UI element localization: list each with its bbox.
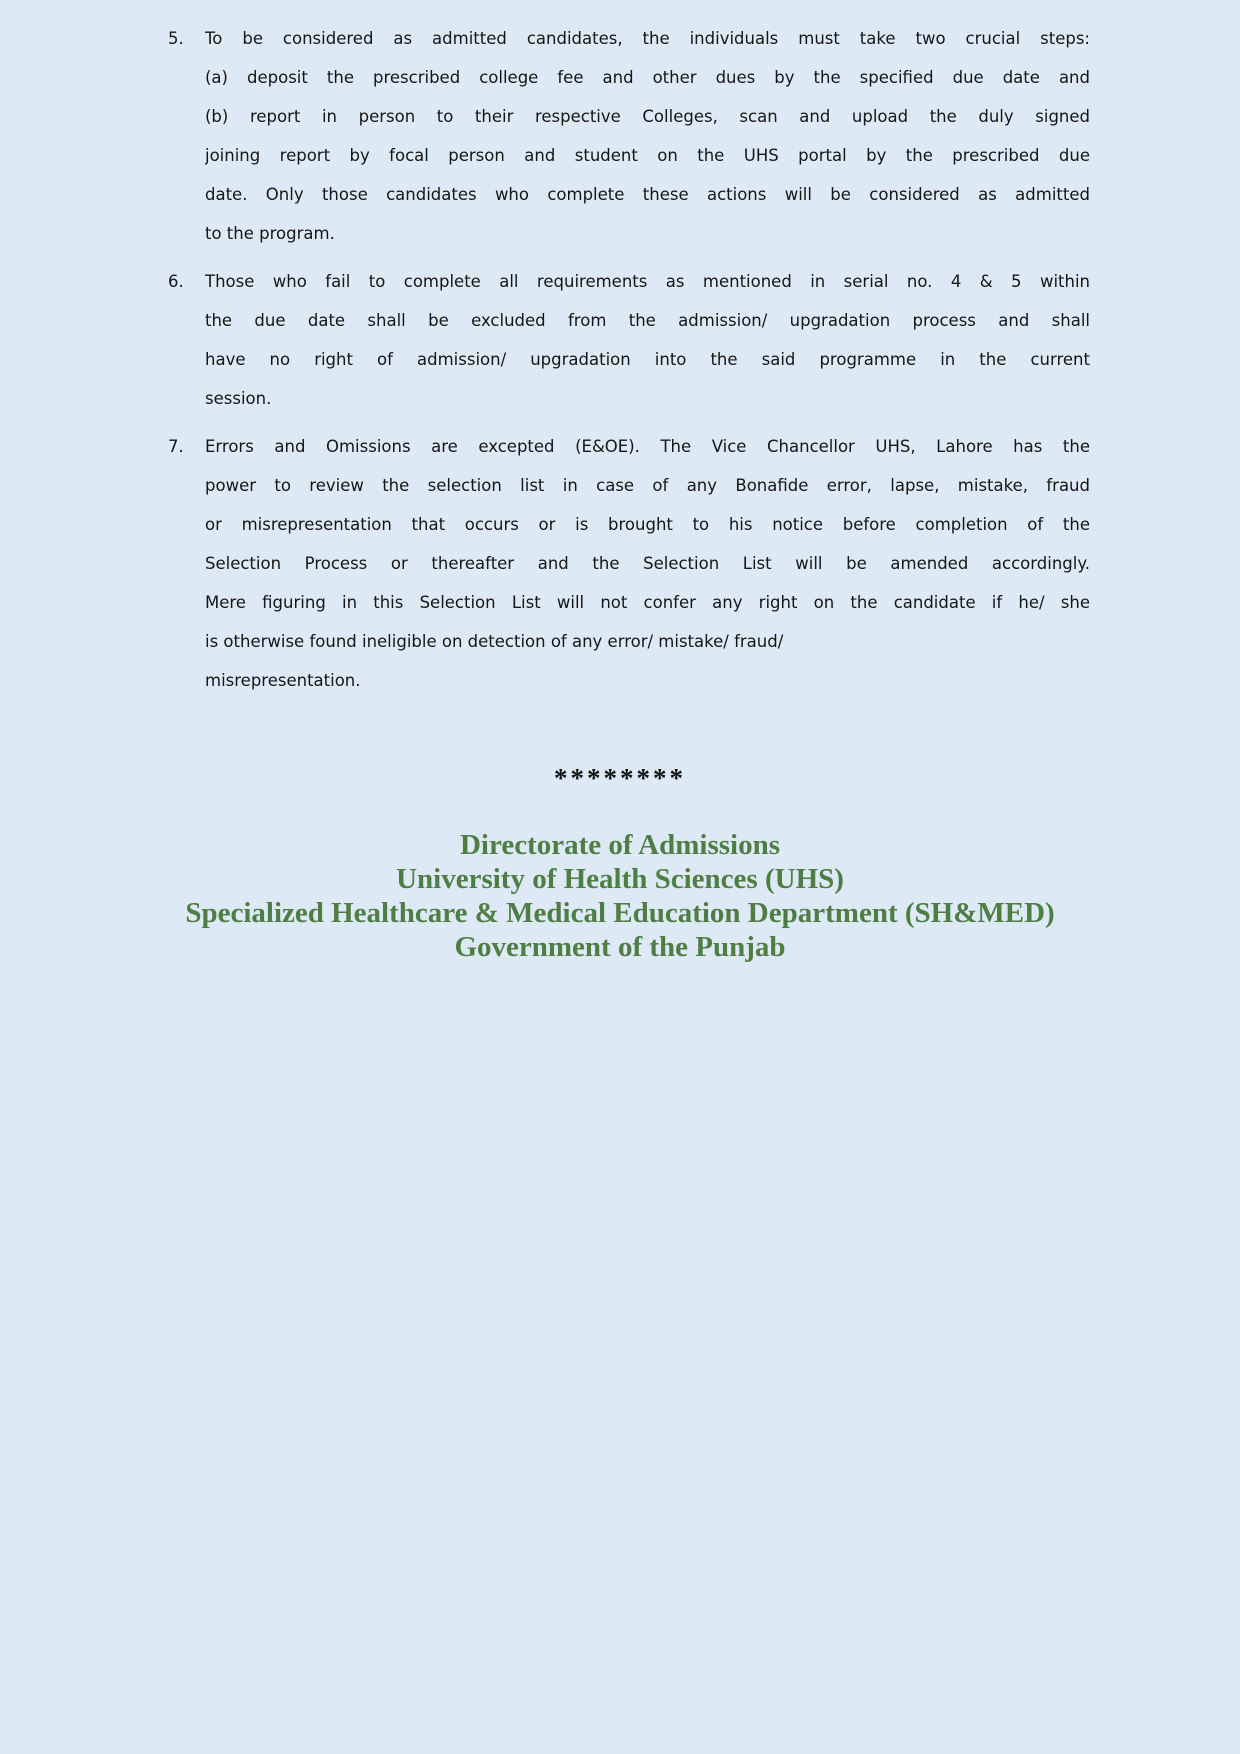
signature-line-directorate: Directorate of Admissions: [459, 829, 781, 861]
signature-line-government: Government of the Punjab: [454, 931, 786, 963]
text-line: (b) report in person to their respective Colleges, scan and upload the duly signed: [205, 107, 1090, 126]
list-item-5: [168, 19, 1090, 253]
text-line: To be considered as admitted candidates, the individuals must take two crucial steps:: [205, 29, 1090, 48]
text-line: Mere figuring in this Selection List will not confer any right on the candidate if he/ she: [205, 593, 1090, 612]
list-item-number: 7.: [168, 437, 184, 456]
list-item-7: [168, 427, 1090, 700]
text-line: joining report by focal person and student on the UHS portal by the prescribed due: [205, 146, 1090, 165]
text-line: date. Only those candidates who complete these actions will be considered as admitted: [205, 185, 1090, 204]
list-item-text: [205, 427, 1090, 700]
text-line: to the program.: [205, 224, 335, 243]
signature-block: [0, 828, 1240, 964]
text-line: session.: [205, 389, 272, 408]
list-item-text: [205, 19, 1090, 253]
list-item-6: [168, 262, 1090, 418]
text-line: power to review the selection list in case of any Bonafide error, lapse, mistake, fraud: [205, 476, 1090, 495]
list-item-number: 5.: [168, 29, 184, 48]
list-item-text: [205, 262, 1090, 418]
text-line: Those who fail to complete all requirements as mentioned in serial no. 4 & 5 within: [205, 272, 1090, 291]
list-item-number: 6.: [168, 272, 184, 291]
text-line: is otherwise found ineligible on detection of any error/ mistake/ fraud/: [205, 632, 784, 651]
text-line: Selection Process or thereafter and the Selection List will be amended accordingly.: [205, 554, 1090, 573]
signature-line-department: Specialized Healthcare & Medical Education Department (SH&MED): [185, 897, 1055, 929]
text-line: have no right of admission/ upgradation into the said programme in the current: [205, 350, 1090, 369]
text-line: misrepresentation.: [205, 671, 361, 690]
text-line: Errors and Omissions are excepted (E&OE). The Vice Chancellor UHS, Lahore has the: [205, 437, 1090, 456]
asterisk-separator: ********: [554, 763, 686, 793]
numbered-list: [168, 19, 1090, 700]
text-line: or misrepresentation that occurs or is brought to his notice before completion of the: [205, 515, 1090, 534]
text-line: the due date shall be excluded from the admission/ upgradation process and shall: [205, 311, 1090, 330]
signature-line-university: University of Health Sciences (UHS): [396, 863, 844, 895]
text-line: (a) deposit the prescribed college fee and other dues by the specified due date and: [205, 68, 1090, 87]
